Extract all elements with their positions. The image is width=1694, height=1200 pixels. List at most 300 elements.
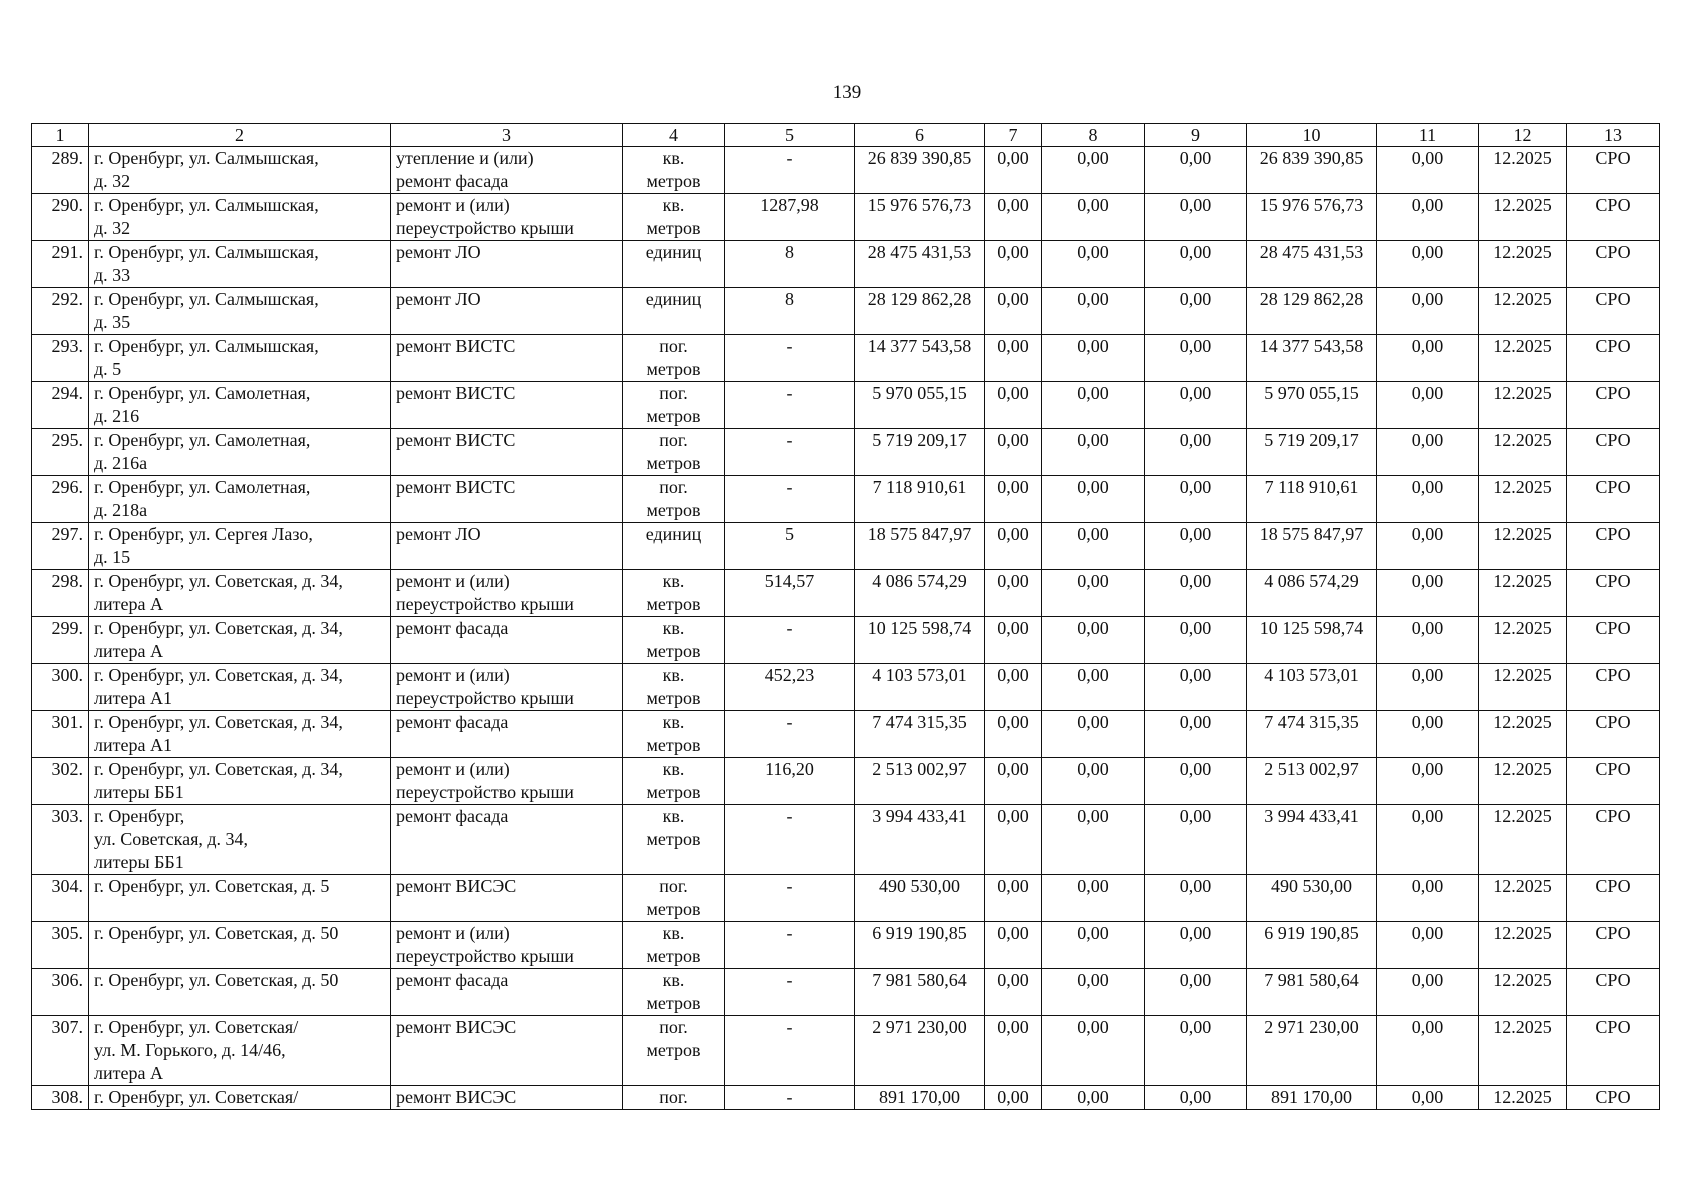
work-type-cell-line: ремонт и (или) [396, 665, 510, 685]
unit-cell [623, 1086, 725, 1110]
col9-cell: 0,00 [1145, 969, 1247, 1016]
unit-cell-line: кв. [662, 970, 685, 990]
cost-total-cell: 7 981 580,64 [855, 969, 985, 1016]
col7-cell: 0,00 [985, 382, 1042, 429]
address-cell-line: г. Оренбург, ул. Советская, д. 34, [94, 759, 343, 779]
col11-cell: 0,00 [1377, 969, 1479, 1016]
row-number: 290. [32, 194, 89, 241]
unit-cell-line: метров [646, 594, 701, 614]
unit-cell-line: метров [646, 993, 701, 1013]
unit-cell [623, 1016, 725, 1086]
col8-cell: 0,00 [1042, 758, 1145, 805]
table-row [32, 523, 1660, 570]
executor-cell: СРО [1567, 1016, 1660, 1086]
row-number: 300. [32, 664, 89, 711]
unit-cell [623, 382, 725, 429]
col11-cell: 0,00 [1377, 758, 1479, 805]
address-cell-line: д. 216а [94, 453, 148, 473]
address-cell-line: г. Оренбург, ул. Советская/ [94, 1017, 299, 1037]
deadline-cell: 12.2025 [1479, 711, 1567, 758]
work-type-cell [391, 969, 623, 1016]
address-cell-line: г. Оренбург, ул. Салмышская, [94, 242, 319, 262]
cost-total-cell: 18 575 847,97 [855, 523, 985, 570]
unit-cell-line: кв. [662, 806, 685, 826]
cost-fund-cell: 28 475 431,53 [1247, 241, 1377, 288]
unit-cell-line: метров [646, 641, 701, 661]
cost-fund-cell: 14 377 543,58 [1247, 335, 1377, 382]
row-number: 298. [32, 570, 89, 617]
unit-cell [623, 805, 725, 875]
cost-total-cell: 6 919 190,85 [855, 922, 985, 969]
deadline-cell: 12.2025 [1479, 805, 1567, 875]
volume-cell: 116,20 [725, 758, 855, 805]
column-number-row [32, 124, 1660, 147]
work-type-cell [391, 758, 623, 805]
work-type-cell-line: ремонт фасада [396, 171, 509, 191]
volume-cell: - [725, 711, 855, 758]
table-row [32, 805, 1660, 875]
column-number-10: 10 [1247, 124, 1377, 147]
address-cell [89, 570, 391, 617]
cost-total-cell: 2 513 002,97 [855, 758, 985, 805]
col9-cell: 0,00 [1145, 429, 1247, 476]
col8-cell: 0,00 [1042, 429, 1145, 476]
address-cell [89, 1086, 391, 1110]
col7-cell: 0,00 [985, 711, 1042, 758]
cost-fund-cell: 5 719 209,17 [1247, 429, 1377, 476]
address-cell-line: г. Оренбург, ул. Советская, д. 5 [94, 876, 330, 896]
col9-cell: 0,00 [1145, 664, 1247, 711]
cost-fund-cell: 26 839 390,85 [1247, 147, 1377, 194]
unit-cell-line: единиц [645, 242, 702, 262]
work-type-cell-line: ремонт ВИСЭС [396, 1017, 517, 1037]
work-type-cell-line: ремонт ВИСЭС [396, 1087, 517, 1107]
col8-cell: 0,00 [1042, 1086, 1145, 1110]
table-row [32, 382, 1660, 429]
cost-fund-cell: 5 970 055,15 [1247, 382, 1377, 429]
col7-cell: 0,00 [985, 664, 1042, 711]
table-row [32, 335, 1660, 382]
deadline-cell: 12.2025 [1479, 288, 1567, 335]
table-row [32, 1086, 1660, 1110]
col11-cell: 0,00 [1377, 664, 1479, 711]
unit-cell-line: кв. [662, 712, 685, 732]
address-cell [89, 617, 391, 664]
address-cell [89, 147, 391, 194]
col9-cell: 0,00 [1145, 570, 1247, 617]
address-cell-line: г. Оренбург, ул. Советская, д. 34, [94, 618, 343, 638]
volume-cell: 8 [725, 288, 855, 335]
column-number-2: 2 [89, 124, 391, 147]
col7-cell: 0,00 [985, 429, 1042, 476]
col7-cell: 0,00 [985, 335, 1042, 382]
deadline-cell: 12.2025 [1479, 617, 1567, 664]
address-cell [89, 476, 391, 523]
cost-fund-cell: 4 086 574,29 [1247, 570, 1377, 617]
unit-cell-line: пог. [659, 430, 688, 450]
table-row [32, 875, 1660, 922]
work-type-cell-line: переустройство крыши [396, 688, 574, 708]
cost-total-cell: 891 170,00 [855, 1086, 985, 1110]
deadline-cell: 12.2025 [1479, 570, 1567, 617]
cost-total-cell: 3 994 433,41 [855, 805, 985, 875]
unit-cell-line: пог. [659, 383, 688, 403]
row-number: 306. [32, 969, 89, 1016]
address-cell [89, 429, 391, 476]
cost-fund-cell: 891 170,00 [1247, 1086, 1377, 1110]
work-type-cell [391, 570, 623, 617]
cost-fund-cell: 10 125 598,74 [1247, 617, 1377, 664]
volume-cell: - [725, 147, 855, 194]
address-cell-line: литера А [94, 594, 163, 614]
row-number: 295. [32, 429, 89, 476]
column-number-13: 13 [1567, 124, 1660, 147]
work-type-cell-line: переустройство крыши [396, 782, 574, 802]
address-cell-line: д. 33 [94, 265, 131, 285]
unit-cell-line: единиц [645, 524, 702, 544]
column-number-12: 12 [1479, 124, 1567, 147]
address-cell-line: г. Оренбург, [94, 806, 185, 826]
col8-cell: 0,00 [1042, 1016, 1145, 1086]
unit-cell-line: кв. [662, 665, 685, 685]
address-cell-line: ул. Советская, д. 34, [94, 829, 249, 849]
col7-cell: 0,00 [985, 147, 1042, 194]
work-type-cell-line: ремонт ВИСТС [396, 477, 516, 497]
address-cell-line: г. Оренбург, ул. Самолетная, [94, 477, 311, 497]
volume-cell: - [725, 922, 855, 969]
col8-cell: 0,00 [1042, 805, 1145, 875]
unit-cell [623, 758, 725, 805]
cost-fund-cell: 7 474 315,35 [1247, 711, 1377, 758]
executor-cell: СРО [1567, 335, 1660, 382]
unit-cell-line: метров [646, 171, 701, 191]
unit-cell [623, 288, 725, 335]
address-cell-line: г. Оренбург, ул. Салмышская, [94, 336, 319, 356]
unit-cell-line: кв. [662, 148, 685, 168]
column-number-8: 8 [1042, 124, 1145, 147]
volume-cell: - [725, 617, 855, 664]
unit-cell-line: метров [646, 406, 701, 426]
address-cell-line: д. 15 [94, 547, 131, 567]
col11-cell: 0,00 [1377, 875, 1479, 922]
column-number-7: 7 [985, 124, 1042, 147]
work-type-cell [391, 241, 623, 288]
address-cell [89, 922, 391, 969]
deadline-cell: 12.2025 [1479, 1016, 1567, 1086]
address-cell-line: г. Оренбург, ул. Советская, д. 34, [94, 665, 343, 685]
deadline-cell: 12.2025 [1479, 969, 1567, 1016]
unit-cell [623, 875, 725, 922]
unit-cell [623, 335, 725, 382]
executor-cell: СРО [1567, 194, 1660, 241]
unit-cell-line: метров [646, 500, 701, 520]
col11-cell: 0,00 [1377, 711, 1479, 758]
work-type-cell-line: ремонт фасада [396, 618, 509, 638]
address-cell-line: г. Оренбург, ул. Советская, д. 34, [94, 571, 343, 591]
volume-cell: 5 [725, 523, 855, 570]
unit-cell [623, 617, 725, 664]
work-type-cell [391, 922, 623, 969]
col11-cell: 0,00 [1377, 570, 1479, 617]
deadline-cell: 12.2025 [1479, 429, 1567, 476]
address-cell-line: г. Оренбург, ул. Советская, д. 50 [94, 970, 339, 990]
row-number: 296. [32, 476, 89, 523]
unit-cell-line: метров [646, 946, 701, 966]
address-cell-line: г. Оренбург, ул. Советская/ [94, 1087, 299, 1107]
cost-total-cell: 14 377 543,58 [855, 335, 985, 382]
col7-cell: 0,00 [985, 570, 1042, 617]
executor-cell: СРО [1567, 758, 1660, 805]
table-row [32, 664, 1660, 711]
col7-cell: 0,00 [985, 922, 1042, 969]
address-cell-line: г. Оренбург, ул. Советская, д. 50 [94, 923, 339, 943]
address-cell [89, 805, 391, 875]
volume-cell: - [725, 476, 855, 523]
work-type-cell-line: ремонт и (или) [396, 195, 510, 215]
column-number-5: 5 [725, 124, 855, 147]
cost-fund-cell: 28 129 862,28 [1247, 288, 1377, 335]
col9-cell: 0,00 [1145, 1016, 1247, 1086]
cost-total-cell: 7 474 315,35 [855, 711, 985, 758]
volume-cell: - [725, 1016, 855, 1086]
unit-cell [623, 922, 725, 969]
cost-total-cell: 2 971 230,00 [855, 1016, 985, 1086]
address-cell [89, 335, 391, 382]
address-cell [89, 382, 391, 429]
cost-total-cell: 28 475 431,53 [855, 241, 985, 288]
executor-cell: СРО [1567, 523, 1660, 570]
column-number-6: 6 [855, 124, 985, 147]
col7-cell: 0,00 [985, 194, 1042, 241]
table-row [32, 241, 1660, 288]
volume-cell: - [725, 969, 855, 1016]
row-number: 307. [32, 1016, 89, 1086]
col8-cell: 0,00 [1042, 664, 1145, 711]
cost-fund-cell: 15 976 576,73 [1247, 194, 1377, 241]
volume-cell: - [725, 1086, 855, 1110]
col11-cell: 0,00 [1377, 523, 1479, 570]
executor-cell: СРО [1567, 241, 1660, 288]
table-row [32, 476, 1660, 523]
executor-cell: СРО [1567, 382, 1660, 429]
address-cell [89, 664, 391, 711]
unit-cell [623, 476, 725, 523]
unit-cell [623, 523, 725, 570]
work-type-cell-line: утепление и (или) [396, 148, 534, 168]
row-number: 302. [32, 758, 89, 805]
address-cell [89, 758, 391, 805]
deadline-cell: 12.2025 [1479, 382, 1567, 429]
address-cell-line: г. Оренбург, ул. Самолетная, [94, 430, 311, 450]
work-type-cell-line: ремонт ВИСТС [396, 383, 516, 403]
address-cell-line: г. Оренбург, ул. Советская, д. 34, [94, 712, 343, 732]
deadline-cell: 12.2025 [1479, 147, 1567, 194]
unit-cell-line: метров [646, 688, 701, 708]
col9-cell: 0,00 [1145, 1086, 1247, 1110]
work-type-cell-line: переустройство крыши [396, 594, 574, 614]
work-type-cell [391, 194, 623, 241]
table-row [32, 194, 1660, 241]
deadline-cell: 12.2025 [1479, 194, 1567, 241]
address-cell [89, 969, 391, 1016]
unit-cell-line: метров [646, 899, 701, 919]
col8-cell: 0,00 [1042, 523, 1145, 570]
executor-cell: СРО [1567, 805, 1660, 875]
unit-cell-line: метров [646, 829, 701, 849]
table-row [32, 758, 1660, 805]
col9-cell: 0,00 [1145, 147, 1247, 194]
address-cell-line: д. 32 [94, 171, 131, 191]
col11-cell: 0,00 [1377, 241, 1479, 288]
work-type-cell-line: ремонт и (или) [396, 923, 510, 943]
address-cell [89, 875, 391, 922]
unit-cell-line: кв. [662, 195, 685, 215]
col7-cell: 0,00 [985, 969, 1042, 1016]
unit-cell-line: пог. [659, 1017, 688, 1037]
col7-cell: 0,00 [985, 523, 1042, 570]
work-type-cell [391, 805, 623, 875]
col9-cell: 0,00 [1145, 288, 1247, 335]
row-number: 291. [32, 241, 89, 288]
unit-cell-line: метров [646, 782, 701, 802]
col9-cell: 0,00 [1145, 335, 1247, 382]
col9-cell: 0,00 [1145, 875, 1247, 922]
address-cell-line: ул. М. Горького, д. 14/46, [94, 1040, 286, 1060]
executor-cell: СРО [1567, 711, 1660, 758]
deadline-cell: 12.2025 [1479, 476, 1567, 523]
col7-cell: 0,00 [985, 1016, 1042, 1086]
column-number-1: 1 [32, 124, 89, 147]
work-type-cell-line: ремонт ВИСТС [396, 336, 516, 356]
work-type-cell-line: ремонт ВИСТС [396, 430, 516, 450]
deadline-cell: 12.2025 [1479, 1086, 1567, 1110]
unit-cell [623, 241, 725, 288]
executor-cell: СРО [1567, 476, 1660, 523]
page-number: 139 [832, 82, 862, 103]
executor-cell: СРО [1567, 1086, 1660, 1110]
col11-cell: 0,00 [1377, 288, 1479, 335]
col11-cell: 0,00 [1377, 382, 1479, 429]
row-number: 293. [32, 335, 89, 382]
deadline-cell: 12.2025 [1479, 335, 1567, 382]
col11-cell: 0,00 [1377, 147, 1479, 194]
col7-cell: 0,00 [985, 288, 1042, 335]
address-cell-line: литера А1 [94, 688, 172, 708]
cost-total-cell: 5 970 055,15 [855, 382, 985, 429]
table-body [32, 124, 1660, 1110]
unit-cell-line: пог. [659, 477, 688, 497]
col11-cell: 0,00 [1377, 429, 1479, 476]
work-type-cell [391, 382, 623, 429]
unit-cell-line: метров [646, 453, 701, 473]
col11-cell: 0,00 [1377, 194, 1479, 241]
deadline-cell: 12.2025 [1479, 523, 1567, 570]
work-type-cell-line: ремонт ЛО [396, 524, 481, 544]
unit-cell-line: кв. [662, 571, 685, 591]
work-type-cell [391, 1016, 623, 1086]
col8-cell: 0,00 [1042, 570, 1145, 617]
col9-cell: 0,00 [1145, 476, 1247, 523]
work-type-cell-line: ремонт и (или) [396, 759, 510, 779]
cost-total-cell: 15 976 576,73 [855, 194, 985, 241]
works-table [31, 123, 1660, 1110]
col8-cell: 0,00 [1042, 241, 1145, 288]
row-number: 299. [32, 617, 89, 664]
col7-cell: 0,00 [985, 241, 1042, 288]
executor-cell: СРО [1567, 288, 1660, 335]
row-number: 289. [32, 147, 89, 194]
cost-total-cell: 10 125 598,74 [855, 617, 985, 664]
work-type-cell-line: ремонт ВИСЭС [396, 876, 517, 896]
volume-cell: - [725, 429, 855, 476]
table-row [32, 1016, 1660, 1086]
volume-cell: - [725, 805, 855, 875]
col8-cell: 0,00 [1042, 335, 1145, 382]
address-cell-line: д. 216 [94, 406, 140, 426]
cost-total-cell: 28 129 862,28 [855, 288, 985, 335]
address-cell-line: г. Оренбург, ул. Самолетная, [94, 383, 311, 403]
unit-cell-line: пог. [659, 876, 688, 896]
table-row [32, 570, 1660, 617]
col7-cell: 0,00 [985, 875, 1042, 922]
col11-cell: 0,00 [1377, 476, 1479, 523]
deadline-cell: 12.2025 [1479, 922, 1567, 969]
volume-cell: - [725, 875, 855, 922]
table-row [32, 711, 1660, 758]
cost-total-cell: 26 839 390,85 [855, 147, 985, 194]
col7-cell: 0,00 [985, 758, 1042, 805]
deadline-cell: 12.2025 [1479, 664, 1567, 711]
col8-cell: 0,00 [1042, 382, 1145, 429]
col9-cell: 0,00 [1145, 617, 1247, 664]
col9-cell: 0,00 [1145, 523, 1247, 570]
address-cell [89, 194, 391, 241]
volume-cell: 8 [725, 241, 855, 288]
col11-cell: 0,00 [1377, 335, 1479, 382]
address-cell [89, 711, 391, 758]
col7-cell: 0,00 [985, 617, 1042, 664]
row-number: 297. [32, 523, 89, 570]
unit-cell-line: метров [646, 359, 701, 379]
unit-cell-line: метров [646, 735, 701, 755]
address-cell-line: литеры ББ1 [94, 852, 184, 872]
row-number: 303. [32, 805, 89, 875]
row-number: 305. [32, 922, 89, 969]
address-cell [89, 241, 391, 288]
unit-cell [623, 969, 725, 1016]
cost-total-cell: 5 719 209,17 [855, 429, 985, 476]
col11-cell: 0,00 [1377, 805, 1479, 875]
column-number-3: 3 [391, 124, 623, 147]
address-cell-line: д. 218а [94, 500, 148, 520]
executor-cell: СРО [1567, 429, 1660, 476]
col7-cell: 0,00 [985, 805, 1042, 875]
unit-cell-line: единиц [645, 289, 702, 309]
col8-cell: 0,00 [1042, 476, 1145, 523]
cost-fund-cell: 4 103 573,01 [1247, 664, 1377, 711]
table-row [32, 617, 1660, 664]
table-row [32, 922, 1660, 969]
unit-cell-line: кв. [662, 923, 685, 943]
work-type-cell [391, 429, 623, 476]
cost-fund-cell: 7 981 580,64 [1247, 969, 1377, 1016]
address-cell-line: д. 32 [94, 218, 131, 238]
table-row [32, 147, 1660, 194]
address-cell-line: литера А [94, 1063, 163, 1083]
work-type-cell-line: ремонт фасада [396, 712, 509, 732]
unit-cell [623, 147, 725, 194]
cost-fund-cell: 18 575 847,97 [1247, 523, 1377, 570]
